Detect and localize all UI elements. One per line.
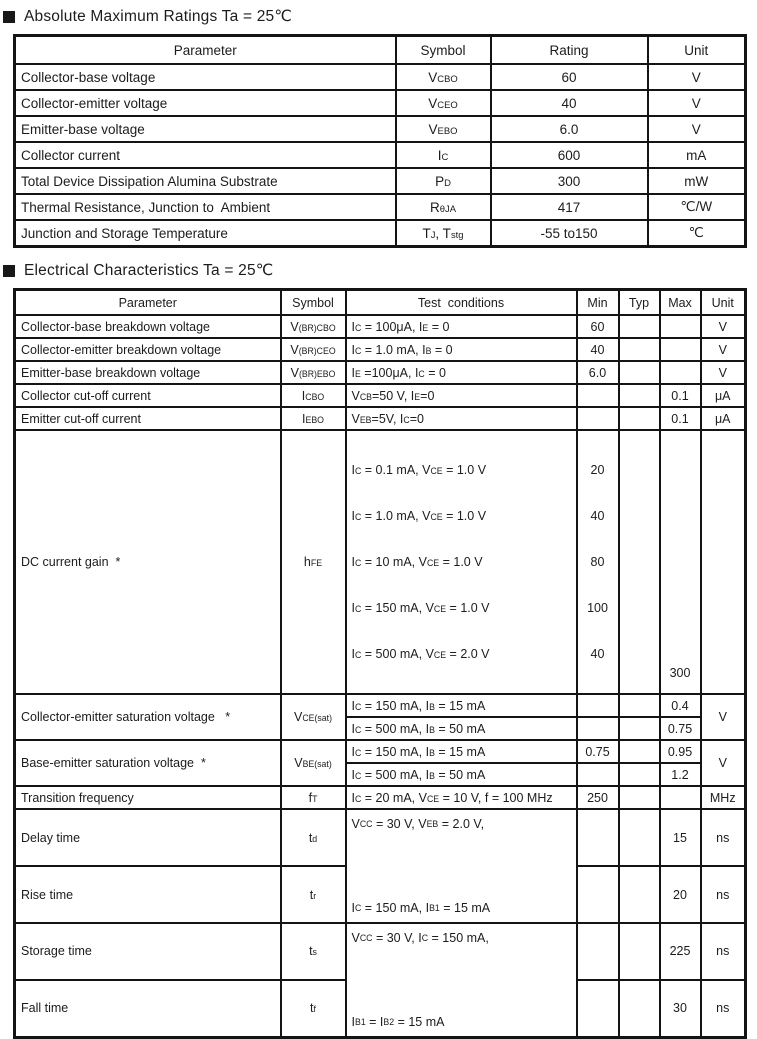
typ-cell (619, 809, 660, 866)
cond-cell: VCB=50 V, IE=0 (346, 384, 577, 407)
max-cell: 0.95 (660, 740, 701, 763)
symbol-cell: td (281, 809, 346, 866)
unit-cell: V (648, 116, 746, 142)
parameter-cell: DC current gain * (15, 430, 281, 694)
parameter-cell: Emitter-base voltage (15, 116, 396, 142)
unit-cell: V (701, 315, 746, 338)
table-row (15, 809, 746, 866)
symbol-cell: VBE(sat) (281, 740, 346, 786)
section-bullet-square-icon (3, 265, 15, 277)
col-header-unit: Unit (701, 290, 746, 316)
symbol-cell: V(BR)CBO (281, 315, 346, 338)
symbol-cell: PD (396, 168, 491, 194)
symbol-cell: V(BR)CEO (281, 338, 346, 361)
symbol-cell: V(BR)EBO (281, 361, 346, 384)
table-row (15, 923, 746, 980)
col-header-parameter: Parameter (15, 36, 396, 65)
col-header-typ: Typ (619, 290, 660, 316)
min-cell: 40 (577, 338, 619, 361)
cond-cell (346, 809, 577, 923)
typ-cell (619, 717, 660, 740)
table-row (15, 361, 746, 384)
cond-cell: IC = 1.0 mA, IB = 0 (346, 338, 577, 361)
unit-cell: MHz (701, 786, 746, 809)
typ-cell (619, 315, 660, 338)
table-row (15, 90, 746, 116)
symbol-cell: VCBO (396, 64, 491, 90)
section-title-text: Absolute Maximum Ratings Ta = 25℃ (24, 8, 292, 25)
min-cell: 0.75 (577, 740, 619, 763)
typ-cell (619, 338, 660, 361)
min-cell (577, 430, 619, 694)
table-row (15, 338, 746, 361)
max-cell: 225 (660, 923, 701, 980)
unit-cell: μA (701, 384, 746, 407)
cond-cell: IC = 500 mA, IB = 50 mA (346, 717, 577, 740)
unit-cell: mW (648, 168, 746, 194)
typ-cell (619, 923, 660, 980)
symbol-cell: fT (281, 786, 346, 809)
parameter-cell: Collector-emitter voltage (15, 90, 396, 116)
cond-cell (346, 923, 577, 1038)
min-cell (577, 763, 619, 786)
table-row (15, 116, 746, 142)
table-row (15, 694, 746, 717)
rating-cell: 600 (491, 142, 648, 168)
unit-cell: ns (701, 923, 746, 980)
parameter-cell: Storage time (15, 923, 281, 980)
col-header-test-conditions: Test conditions (346, 290, 577, 316)
cond-line: V CC = 30 V, V EB = 2.0 V, (351, 817, 485, 831)
typ-cell (619, 694, 660, 717)
parameter-cell: Base-emitter saturation voltage * (15, 740, 281, 786)
unit-cell: V (648, 90, 746, 116)
table-row (15, 194, 746, 220)
rating-cell: -55 to150 (491, 220, 648, 247)
cond-cell: VEB=5V, IC=0 (346, 407, 577, 430)
typ-cell (619, 763, 660, 786)
col-header-symbol: Symbol (396, 36, 491, 65)
max-cell (660, 786, 701, 809)
min-line: 100 (587, 601, 608, 615)
max-cell: 0.1 (660, 384, 701, 407)
max-cell (660, 315, 701, 338)
table-row (15, 142, 746, 168)
table-header-row (15, 36, 746, 65)
symbol-cell: tr (281, 866, 346, 923)
col-header-min: Min (577, 290, 619, 316)
parameter-cell: Transition frequency (15, 786, 281, 809)
min-cell (577, 407, 619, 430)
cond-line: IC = 150 mA, VCE = 1.0 V (351, 601, 490, 615)
max-cell: 0.1 (660, 407, 701, 430)
min-cell (577, 384, 619, 407)
table-row (15, 407, 746, 430)
cond-line: IC = 500 mA, VCE = 2.0 V (351, 647, 490, 661)
typ-cell (619, 407, 660, 430)
typ-cell (619, 866, 660, 923)
min-line: 40 (590, 647, 605, 661)
cond-line: V CC = 30 V, I C = 150 mA, (351, 931, 489, 945)
min-cell: 6.0 (577, 361, 619, 384)
unit-cell: V (648, 64, 746, 90)
col-header-parameter: Parameter (15, 290, 281, 316)
cond-cell: IC = 150 mA, IB = 15 mA (346, 740, 577, 763)
col-header-symbol: Symbol (281, 290, 346, 316)
col-header-max: Max (660, 290, 701, 316)
parameter-cell: Collector-emitter saturation voltage * (15, 694, 281, 740)
max-cell: 20 (660, 866, 701, 923)
table-row (15, 315, 746, 338)
table-row (15, 168, 746, 194)
symbol-cell: VEBO (396, 116, 491, 142)
rating-cell: 60 (491, 64, 648, 90)
unit-cell: V (701, 338, 746, 361)
cond-cell: IC = 100μA, IE = 0 (346, 315, 577, 338)
min-cell (577, 809, 619, 866)
absolute-maximum-ratings-table (13, 34, 747, 248)
typ-cell (619, 361, 660, 384)
min-cell (577, 717, 619, 740)
unit-cell: V (701, 694, 746, 740)
typ-cell (619, 740, 660, 763)
unit-cell: ℃ (648, 220, 746, 247)
min-line: 40 (590, 509, 605, 523)
typ-cell (619, 384, 660, 407)
parameter-cell: Collector current (15, 142, 396, 168)
parameter-cell: Collector cut-off current (15, 384, 281, 407)
max-cell (660, 338, 701, 361)
parameter-cell: Emitter cut-off current (15, 407, 281, 430)
parameter-cell: Fall time (15, 980, 281, 1038)
symbol-cell: RθJA (396, 194, 491, 220)
parameter-cell: Emitter-base breakdown voltage (15, 361, 281, 384)
parameter-cell: Collector-base breakdown voltage (15, 315, 281, 338)
parameter-cell: Rise time (15, 866, 281, 923)
unit-cell: V (701, 740, 746, 786)
table-header-row (15, 290, 746, 316)
symbol-cell: IEBO (281, 407, 346, 430)
rating-cell: 6.0 (491, 116, 648, 142)
rating-cell: 300 (491, 168, 648, 194)
cond-line: IC = 1.0 mA, VCE = 1.0 V (351, 509, 487, 523)
min-cell: 60 (577, 315, 619, 338)
symbol-cell: tf (281, 980, 346, 1038)
min-cell (577, 866, 619, 923)
table-row (15, 740, 746, 763)
parameter-cell: Collector-base voltage (15, 64, 396, 90)
symbol-cell: TJ, Tstg (396, 220, 491, 247)
parameter-cell: Delay time (15, 809, 281, 866)
cond-cell: IC = 20 mA, VCE = 10 V, f = 100 MHz (346, 786, 577, 809)
symbol-cell: VCE(sat) (281, 694, 346, 740)
parameter-cell: Collector-emitter breakdown voltage (15, 338, 281, 361)
table-row-hfe (15, 430, 746, 694)
col-header-rating: Rating (491, 36, 648, 65)
cond-line: IC = 10 mA, VCE = 1.0 V (351, 555, 483, 569)
parameter-cell: Thermal Resistance, Junction to Ambient (15, 194, 396, 220)
min-cell (577, 923, 619, 980)
min-line: 80 (590, 555, 605, 569)
cond-line: IC = 0.1 mA, VCE = 1.0 V (351, 463, 487, 477)
unit-cell (701, 430, 746, 694)
table-row (15, 64, 746, 90)
unit-cell: ℃/W (648, 194, 746, 220)
cond-cell: IC = 150 mA, IB = 15 mA (346, 694, 577, 717)
typ-cell (619, 786, 660, 809)
section-title-text: Electrical Characteristics Ta = 25℃ (24, 262, 274, 279)
typ-cell (619, 430, 660, 694)
parameter-cell: Total Device Dissipation Alumina Substrate (15, 168, 396, 194)
table-row (15, 384, 746, 407)
typ-cell (619, 980, 660, 1038)
table-row (15, 220, 746, 247)
unit-cell: mA (648, 142, 746, 168)
rating-cell: 40 (491, 90, 648, 116)
cond-line: I C = 150 mA, I B1 = 15 mA (351, 901, 491, 915)
symbol-cell: ICBO (281, 384, 346, 407)
unit-cell: V (701, 361, 746, 384)
cond-cell (346, 430, 577, 694)
section-title-electrical-characteristics (3, 261, 757, 280)
cond-cell: IE =100μA, IC = 0 (346, 361, 577, 384)
table-row (15, 786, 746, 809)
rating-cell: 417 (491, 194, 648, 220)
cond-cell: IC = 500 mA, IB = 50 mA (346, 763, 577, 786)
max-cell: 30 (660, 980, 701, 1038)
col-header-unit: Unit (648, 36, 746, 65)
unit-cell: ns (701, 866, 746, 923)
symbol-cell: hFE (281, 430, 346, 694)
unit-cell: ns (701, 980, 746, 1038)
min-cell (577, 980, 619, 1038)
min-cell: 250 (577, 786, 619, 809)
symbol-cell: IC (396, 142, 491, 168)
section-title-absolute-maximum-ratings (3, 0, 757, 26)
unit-cell: μA (701, 407, 746, 430)
max-cell: 300 (660, 430, 701, 694)
section-bullet-square-icon (3, 11, 15, 23)
electrical-characteristics-table (13, 288, 747, 1039)
max-cell: 15 (660, 809, 701, 866)
symbol-cell: ts (281, 923, 346, 980)
unit-cell: ns (701, 809, 746, 866)
symbol-cell: VCEO (396, 90, 491, 116)
max-cell (660, 361, 701, 384)
max-cell: 0.4 (660, 694, 701, 717)
min-cell (577, 694, 619, 717)
max-cell: 1.2 (660, 763, 701, 786)
min-line: 20 (590, 463, 605, 477)
parameter-cell: Junction and Storage Temperature (15, 220, 396, 247)
cond-line: I B1 = I B2 = 15 mA (351, 1015, 445, 1029)
max-cell: 0.75 (660, 717, 701, 740)
